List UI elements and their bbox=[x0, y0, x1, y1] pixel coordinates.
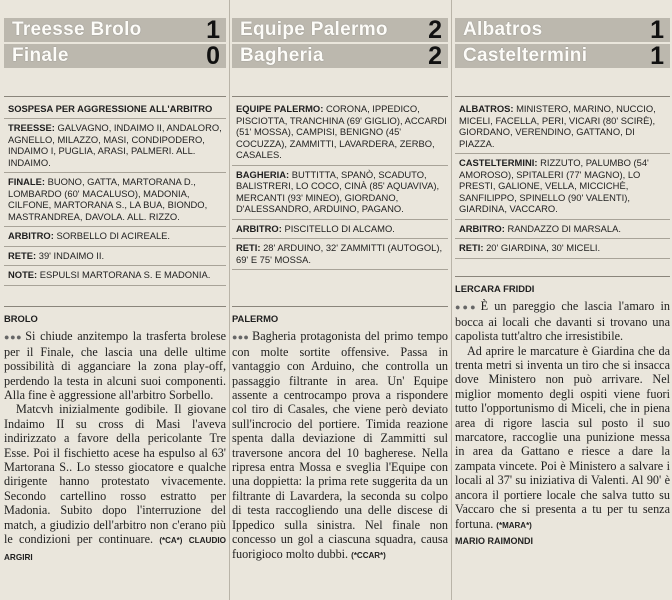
article-tag: (*CCAR*) bbox=[351, 550, 386, 560]
article-author: CLAUDIO ARGIRI bbox=[4, 536, 226, 562]
bullet-dots-icon: ●●● bbox=[455, 302, 478, 313]
article-tag: (*MARA*) bbox=[496, 520, 532, 530]
lineup-home: TREESSE: GALVAGNO, INDAIMO II, ANDALORO, AGNELLO, MILAZZO, MASI, CONDIPODERO, INDAIMO I, PUGLIA, ARASI, PALMERI. ALL. INDAIMO. bbox=[4, 119, 226, 173]
away-team: Casteltermini bbox=[463, 45, 588, 66]
article-location: BROLO bbox=[4, 313, 38, 324]
notes: NOTE: ESPULSI MARTORANA S. E MADONIA. bbox=[4, 266, 226, 286]
column-divider bbox=[451, 0, 452, 600]
suspension-note: SOSPESA PER AGGRESSIONE ALL'ARBITRO bbox=[4, 96, 226, 119]
article-paragraph: Ad aprire le marcature è Giardina che da trenta metri si inventa un tiro che si insacca dove Ministero non può arrivare. Nel miglior momento degli ospiti viene fuori tutto l'opportunismo di Miceli, che in piena area di rigore lascia sul posto il suo marcatore, raccoglie una punizione messa in area da Gattano e riesce a dare la zampata vincete. Poi è Ministero a salvare i locali al 37' su iniziativa di Valenti. Al 90' è ancora il portiere locale che salva tutto su Vaccaro che si presenta a tu per tu senza fortuna. (*MARA*) bbox=[455, 343, 670, 531]
match-box bbox=[4, 96, 226, 286]
article-tag: (*CA*) bbox=[159, 536, 183, 546]
goals: RETI: 28' ARDUINO, 32' ZAMMITTI (AUTOGOL), 69' E 75' MOSSA. bbox=[232, 239, 448, 270]
article-author: MARIO RAIMONDI bbox=[455, 535, 533, 546]
article-paragraph: ●●● Si chiude anzitempo la trasferta brolese per il Finale, che lascia una delle ultime possibilità di agganciare la zona play-off, perdendo la testa in alcuni suoi componenti. Alla fine è aggressione all'arbitro Sorbello. bbox=[4, 329, 226, 403]
away-score: 1 bbox=[650, 42, 664, 70]
home-team: Albatros bbox=[463, 19, 543, 40]
home-team: Equipe Palermo bbox=[240, 19, 388, 40]
lineup-away: CASTELTERMINI: RIZZUTO, PALUMBO (54' AMOROSO), SPITALERI (77' MAGNO), LO PRESTI, GALIONE, VELLA, MICCICHÈ, SANFILIPPO, SPINELLO (90' VALENTI), GIARDINA, VACCARO. bbox=[455, 154, 670, 220]
home-team: Treesse Brolo bbox=[12, 19, 142, 40]
article bbox=[455, 276, 670, 548]
scoreboard bbox=[232, 18, 448, 70]
lineup-home: ALBATROS: MINISTERO, MARINO, NUCCIO, MICELI, FACELLA, PERI, VICARI (80' SCIRÈ), GIORDANO, VERENDINO, GATTANO, DI PIAZZA. bbox=[455, 97, 670, 154]
home-row bbox=[455, 18, 670, 42]
lineup-away: FINALE: BUONO, GATTA, MARTORANA D., LOMBARDO (60' MACALUSO), MADONIA, CILFONE, MARTORANA S., LA BUA, BIONDO, MASTRANDREA, DAVOLA. ALL. RIZZO. bbox=[4, 173, 226, 227]
referee: ARBITRO: SORBELLO DI ACIREALE. bbox=[4, 227, 226, 247]
scoreboard bbox=[455, 18, 670, 70]
home-score: 1 bbox=[206, 16, 220, 44]
away-row bbox=[232, 44, 448, 68]
article-location: PALERMO bbox=[232, 313, 279, 324]
away-team: Finale bbox=[12, 45, 69, 66]
home-score: 1 bbox=[650, 16, 664, 44]
home-row bbox=[232, 18, 448, 42]
article-paragraph: ●●● È un pareggio che lascia l'amaro in bocca ai locali che davanti si trovano una capolista tutt'altro che irresistibile. bbox=[455, 299, 670, 344]
match-box bbox=[232, 96, 448, 270]
article-location: LERCARA FRIDDI bbox=[455, 283, 535, 294]
away-team: Bagheria bbox=[240, 45, 324, 66]
goals: RETE: 39' INDAIMO II. bbox=[4, 247, 226, 267]
away-row bbox=[455, 44, 670, 68]
match-box bbox=[455, 96, 670, 259]
referee: ARBITRO: RANDAZZO DI MARSALA. bbox=[455, 220, 670, 240]
match-column-2 bbox=[232, 0, 448, 600]
bullet-dots-icon: ●●● bbox=[232, 332, 250, 343]
referee: ARBITRO: PISCITELLO DI ALCAMO. bbox=[232, 220, 448, 240]
article bbox=[232, 306, 448, 563]
article bbox=[4, 306, 226, 565]
goals: RETI: 20' GIARDINA, 30' MICELI. bbox=[455, 239, 670, 259]
lineup-home: EQUIPE PALERMO: CORONA, IPPEDICO, PISCIOTTA, TRANCHINA (69' GIGLIO), ACCARDI (51' MOSSA), CAMPISI, BENIGNO (45' COCUZZA), ZAMMITTI, LAVARDERA, ZERBO, CASALES. bbox=[232, 97, 448, 166]
away-row bbox=[4, 44, 226, 68]
match-column-1 bbox=[4, 0, 226, 600]
bullet-dots-icon: ●●● bbox=[4, 332, 23, 343]
away-score: 0 bbox=[206, 42, 220, 70]
article-paragraph: Matcvh inizialmente godibile. Il giovane Indaimo II su cross di Masi l'aveva indirizzato a favore della pericolante Tre Esse. Poi il fischietto acese ha espulso al 63' Martorana S.. Lo stesso giocatore e qualche dirigente hanno protestato vivacemente. Secondo cartellino rosso estratto per Madonia. Subito dopo l'interruzione del match, a giudizio dell'arbitro non c'erano più le condizioni per continuare. (*CA*) CLAUDIO ARGIRI bbox=[4, 402, 226, 562]
home-row bbox=[4, 18, 226, 42]
away-score: 2 bbox=[428, 42, 442, 70]
article-paragraph: ●●● Bagheria protagonista del primo tempo con molte sortite offensive. Passa in vantaggio con Arduino, che controlla un passaggio filtrante in area. Un' Equipe assente a centrocampo prova a rispondere col tiro di Casales, che viene però deviato sull'incrocio del portiere. Timida reazione spenta dalla deviazione di Zammitti sul traversone ancora del 10 bagherese. Nella ripresa entra Mossa e sveglia l'Equipe con una doppietta: la prima rete suggerita da un filtrante di Lavardera, la seconda su colpo di testa raccogliendo una delle discese di Ippedico sulla sinistra. Nel finale non concesso un gol a ciascuna squadra, causa fuorigioco molto dubbi. (*CCAR*) bbox=[232, 329, 449, 561]
scoreboard bbox=[4, 18, 226, 70]
column-divider bbox=[229, 0, 230, 600]
lineup-away: BAGHERIA: BUTTITTA, SPANÒ, SCADUTO, BALISTRERI, LO COCO, CINÀ (85' AQUAVIVA), MERCANTI (93' MINEO), GIORDANO, D'ALESSANDRO, ARDUINO, PAGANO. bbox=[232, 166, 448, 220]
match-column-3 bbox=[455, 0, 670, 600]
home-score: 2 bbox=[428, 16, 442, 44]
